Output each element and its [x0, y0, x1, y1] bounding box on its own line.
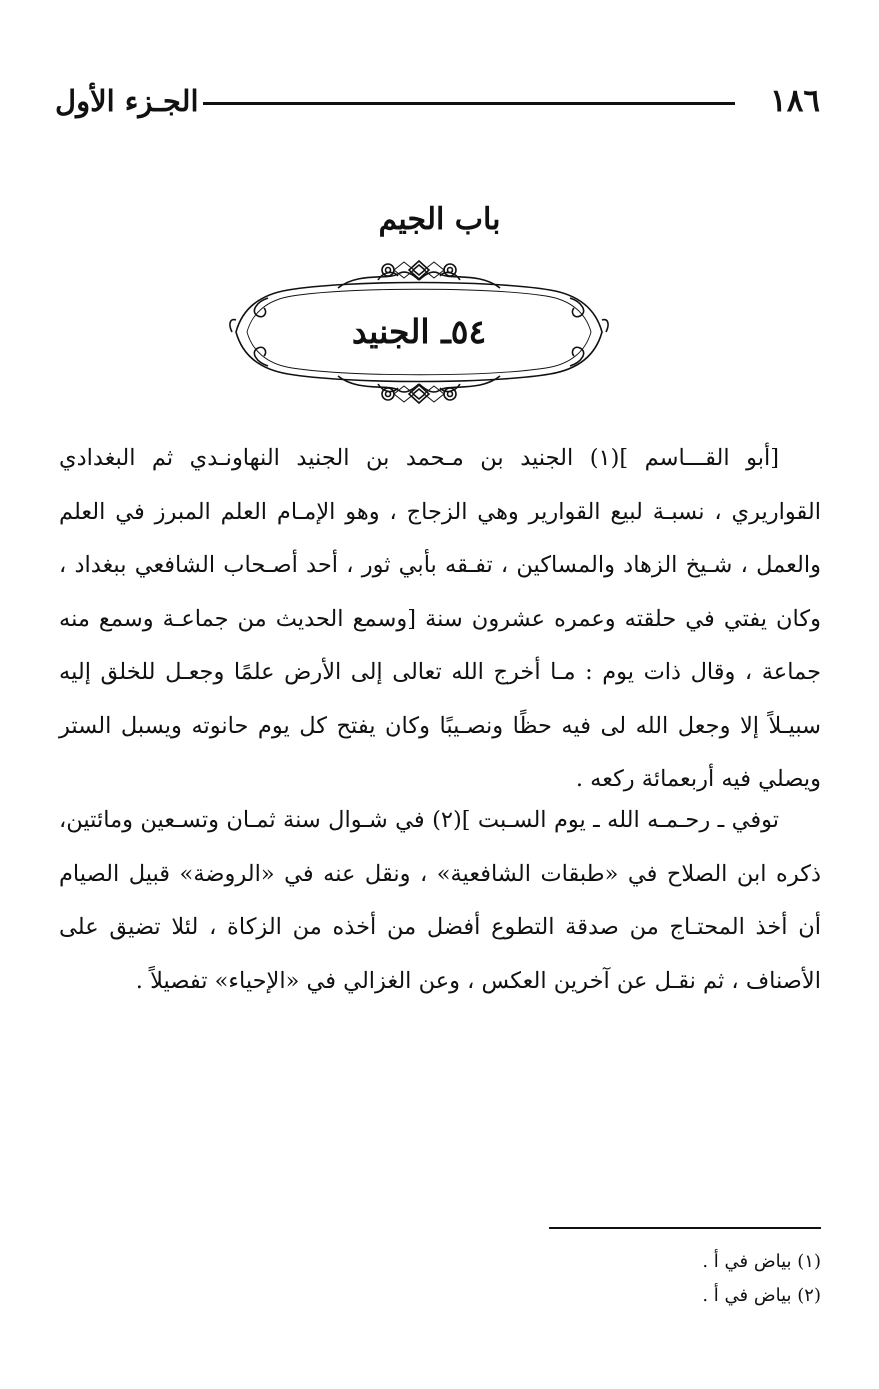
section-title: باب الجيم: [378, 202, 501, 237]
footnote-2: (٢) بياض في أ .: [702, 1285, 821, 1306]
paragraph-1: [59, 432, 821, 807]
footnote-1: (١) بياض في أ .: [702, 1251, 821, 1272]
entry-cartouche: [228, 258, 610, 406]
header-rule: [203, 102, 735, 105]
footnotes: [421, 1245, 821, 1313]
running-header: [55, 78, 820, 124]
part-title: الجـزء الأول: [55, 84, 199, 118]
page-number: ١٨٦: [770, 83, 820, 119]
entry-heading: ٥٤ـ الجنيد: [351, 312, 487, 351]
paragraph-text: توفي ـ رحـمـه الله ـ يوم السـبت ](٢) في شـوال سنة ثمـان وتسـعين ومائتين، ذكره ابن الصلاح في «طبقات الشافعية» ، ونقل عنه في «الروضة» قبيل الصيام أن أخذ المحتـاج من صدقة التطوع أفضل من أخذه من الزكاة ، لئلا تضيق على الأصناف ، ثم نقـل عن آخرين العكس ، وعن الغزالي في «الإحياء» تفصيلاً .: [59, 807, 821, 994]
footnote-separator: [549, 1227, 821, 1229]
paragraph-text: [أبو القـــاسم ](١) الجنيد بن مـحمد بن الجنيد النهاونـدي ثم البغدادي القواريري ، نسبـة لبيع القوارير وهي الزجاج ، وهو الإمـام العلم المبرز في العلم والعمل ، شـيخ الزهاد والمساكين ، تفـقه بأبي ثور ، أحد أصـحاب الشافعي ببغداد ، وكان يفتي في حلقته وعمره عشرون سنة [وسمع الحديث من جماعـة وسمع منه جماعة ، وقال ذات يوم : مـا أخرج الله تعالى إلى الأرض علمًا وجعـل للخلق إليه سبيـلاً إلا وجعل الله لى فيه حظًا ونصـيبًا وكان يفتح كل يوم حانوته ويسبل الستر ويصلي فيه أربعمائة ركعه .: [59, 445, 821, 792]
paragraph-2: [59, 794, 821, 1008]
